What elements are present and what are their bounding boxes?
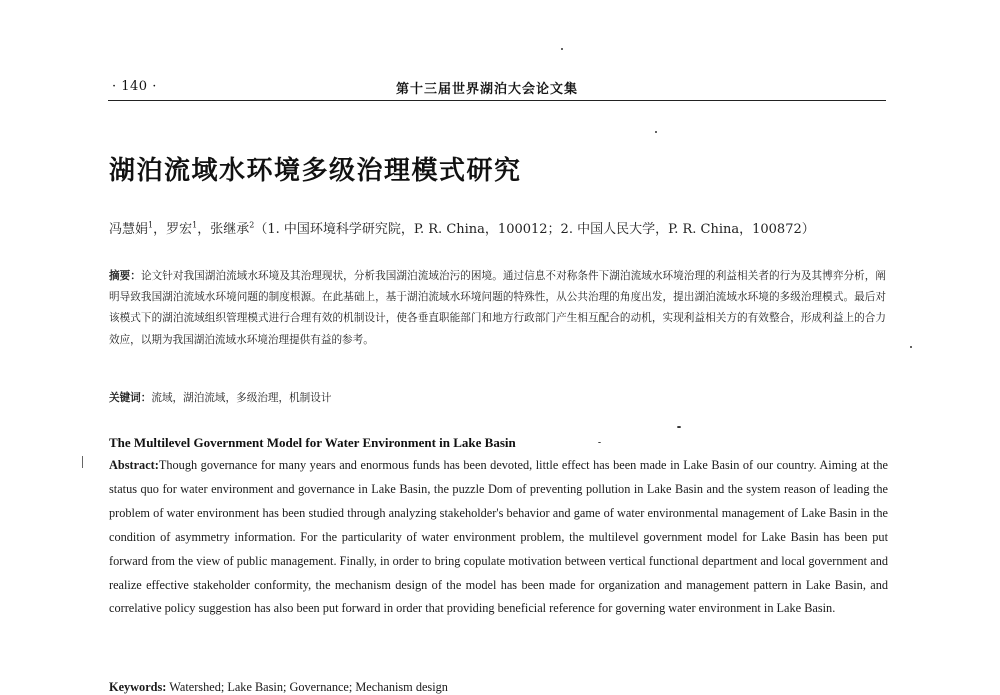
abstract-english-label: Abstract: bbox=[109, 458, 159, 472]
author-name: 张继承 bbox=[210, 222, 250, 237]
keywords-english bbox=[109, 680, 888, 695]
scan-speck bbox=[598, 442, 601, 443]
abstract-chinese-label: 摘要： bbox=[109, 270, 141, 282]
english-title: The Multilevel Government Model for Water Environment in Lake Basin bbox=[109, 435, 516, 450]
keywords-chinese-label: 关键词： bbox=[109, 392, 152, 404]
author-affiliation-mark: 1 bbox=[192, 220, 198, 230]
scan-speck bbox=[561, 48, 563, 50]
author-affiliation-mark: 2 bbox=[249, 220, 255, 230]
author-name: 冯慧娟 bbox=[109, 222, 149, 237]
running-header-title: 第十三届世界湖泊大会论文集 bbox=[396, 82, 579, 97]
scan-speck bbox=[655, 131, 657, 133]
scan-speck bbox=[677, 426, 681, 428]
author-affiliations: （1. 中国环境科学研究院，P. R. China，100012；2. 中国人民大学，P. R. China，100872） bbox=[254, 222, 815, 237]
keywords-chinese-text: 流域，湖泊流域，多级治理，机制设计 bbox=[151, 392, 332, 404]
author-name: 罗宏 bbox=[166, 222, 193, 237]
author-affiliation-mark: 1 bbox=[148, 220, 154, 230]
scan-speck bbox=[910, 346, 912, 348]
keywords-english-text: Watershed; Lake Basin; Governance; Mechanism design bbox=[169, 680, 448, 694]
scan-mark bbox=[82, 456, 83, 468]
page-number: · 140 · bbox=[112, 79, 157, 94]
paper-title: 湖泊流域水环境多级治理模式研究 bbox=[109, 156, 522, 186]
abstract-chinese-text: 论文针对我国湖泊流域水环境及其治理现状，分析我国湖泊流域治污的困境。通过信息不对称条件下湖泊流域水环境治理的利益相关者的行为及其博弈分析，阐明导致我国湖泊流域水环境问题的制度根源。在此基础上，基于湖泊流域水环境问题的特殊性，从公共治理的角度出发，提出湖泊流域水环境的多级治理模式。最后对该模式下的湖泊流域组织管理模式进行合理有效的机制设计，使各垂直职能部门和地方行政部门产生相互配合的动机，实现利益相关方的有效整合，形成利益上的合力效应，以期为我国湖泊流域水环境治理提供有益的参考。 bbox=[109, 270, 886, 346]
authors-line: 冯慧娟$^1$，罗宏$^1$，张继承$^2$（1. 中国环境科学研究院，P. R. China，100012；2. 中国人民大学，P. R. China，100872） bbox=[109, 220, 815, 237]
abstract-english-text: Though governance for many years and enormous funds has been devoted, little effect has been made in Lake Basin of our country. Aiming at the status quo for water environment and governance in Lake Basin, the puzzle Dom of preventing pollution in Lake Basin and the system reason of leading the problem of water environment has been studied through analyzing stakeholder's behavior and game of water environmental management of Lake Basin in the condition of asymmetry information. For the particularity of water environment problem, the multilevel government model for Lake Basin has been put forward from the view of public management. Finally, in order to bring copulate motivation between vertical functional department and local government and realize effective stakeholder conformity, the mechanism design of the model has been made for organization and management pattern in Lake Basin, and correlative policy suggestion has also been put forward in order that providing beneficial reference for governing water environment in Lake Basin. bbox=[109, 458, 888, 616]
header-rule bbox=[108, 100, 886, 101]
keywords-english-label: Keywords: bbox=[109, 680, 167, 694]
abstract-chinese bbox=[109, 266, 886, 351]
keywords-chinese bbox=[109, 390, 886, 405]
abstract-english bbox=[109, 454, 888, 621]
